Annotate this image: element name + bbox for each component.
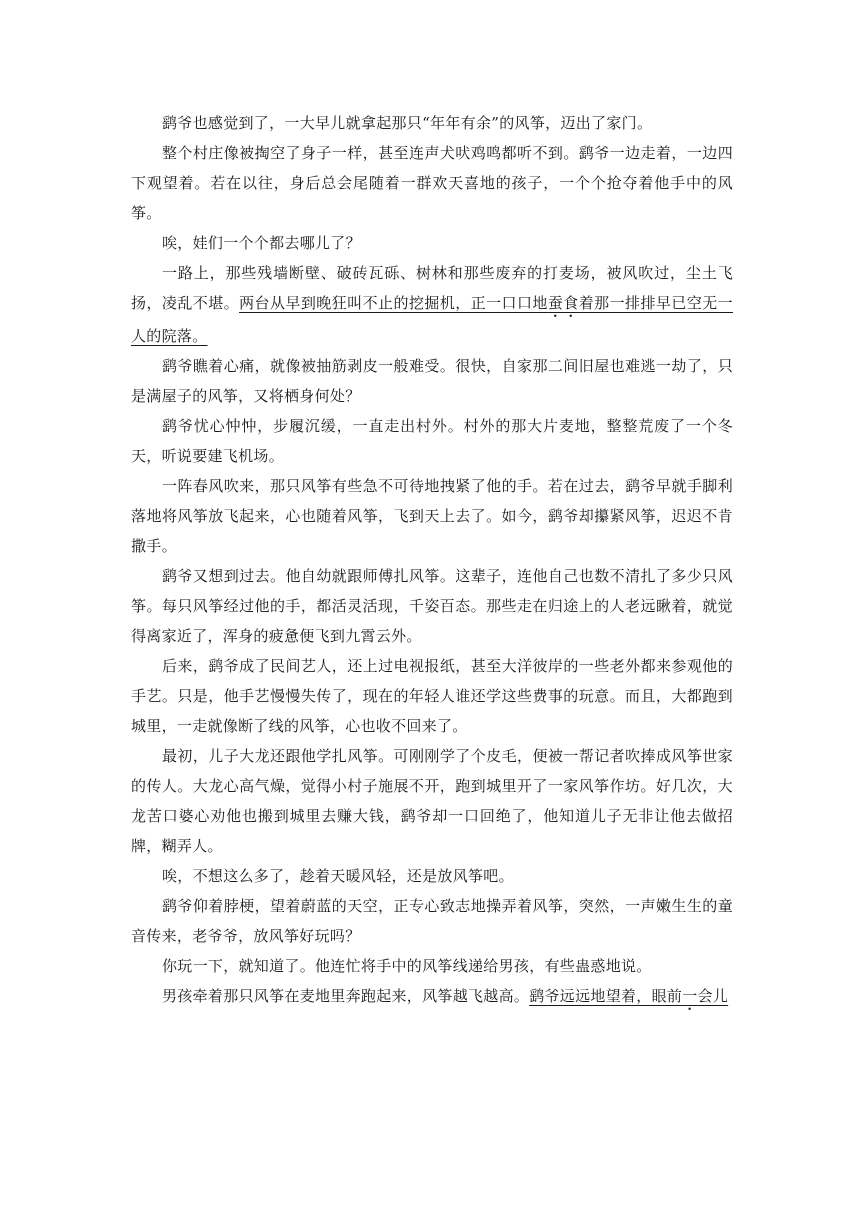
paragraph-6: 鹞爷忧心忡忡，步履沉缓，一直走出村外。村外的那大片麦地，整整荒废了一个冬天，听说要建飞机场。 xyxy=(131,417,733,465)
emphasized-word: 一 xyxy=(682,987,698,1005)
underlined-text-a: 两台从早到晚狂叫不止的挖掘机，正一口口地 xyxy=(239,294,548,312)
paragraph-1: 鹞爷也感觉到了，一大早儿就拿起那只“年年有余”的风筝，迈出了家门。 xyxy=(162,114,653,132)
paragraph-8: 鹞爷又想到过去。他自幼就跟师傅扎风筝。这辈子，连他自己也数不清扎了多少只风筝。每只风筝经过他的手，都活灵活现，千姿百态。那些走在归途上的人老远瞅着，就觉得离家近了，浑身的疲惫便飞到九霄云外。 xyxy=(131,567,733,645)
underlined-sentence xyxy=(529,987,728,1005)
paragraph-9: 后来，鹞爷成了民间艺人，还上过电视报纸，甚至大洋彼岸的一些老外都来参观他的手艺。只是，他手艺慢慢失传了，现在的年轻人谁还学这些费事的玩意。而且，大都跑到城里，一走就像断了线的风筝，心也收不回来了。 xyxy=(131,657,733,735)
paragraph-5: 鹞爷瞧着心痛，就像被抽筋剥皮一般难受。很快，自家那二间旧屋也难逃一劫了，只是满屋子的风筝，又将栖身何处？ xyxy=(131,357,733,405)
paragraph-10: 最初，儿子大龙还跟他学扎风筝。可刚刚学了个皮毛，便被一帮记者吹捧成风筝世家的传人。大龙心高气燥，觉得小村子施展不开，跑到城里开了一家风筝作坊。好几次，大龙苦口婆心劝他也搬到城里去赚大钱，鹞爷却一口回绝了，他知道儿子无非让他去做招牌，糊弄人。 xyxy=(131,747,733,855)
paragraph-7: 一阵春风吹来，那只风筝有些急不可待地拽紧了他的手。若在过去，鹞爷早就手脚利落地将风筝放飞起来，心也随着风筝，飞到天上去了。如今，鹞爷却攥紧风筝，迟迟不肯撒手。 xyxy=(131,477,733,555)
paragraph-4 xyxy=(131,258,733,351)
paragraph-12: 鹞爷仰着脖梗，望着蔚蓝的天空，正专心致志地操弄着风筝，突然，一声嫩生生的童音传来，老爷爷，放风筝好玩吗？ xyxy=(131,897,733,945)
paragraph-2: 整个村庄像被掏空了身子一样，甚至连声犬吠鸡鸣都听不到。鹞爷一边走着，一边四下观望着。若在以往，身后总会尾随着一群欢天喜地的孩子，一个个抢夺着他手中的风筝。 xyxy=(131,144,733,222)
paragraph-14 xyxy=(131,981,733,1014)
article-body xyxy=(131,108,733,1014)
paragraph-4-text: 一路上，那些残墙断壁、破砖瓦砾、树林和那些废弃的打麦场，被风吹过，尘土飞扬，凌乱不堪。 xyxy=(131,264,733,312)
emphasized-word: 蚕食 xyxy=(547,294,579,312)
underlined-text-b: 会儿 xyxy=(697,987,729,1005)
paragraph-14-text: 男孩牵着那只风筝在麦地里奔跑起来，风筝越飞越高。 xyxy=(162,987,530,1005)
underlined-text-b: 着那一排排早已空无一人的院落。 xyxy=(131,294,733,345)
underlined-text-a: 鹞爷远远地望着，眼前 xyxy=(529,987,683,1005)
paragraph-3: 唉，娃们一个个都去哪儿了？ xyxy=(162,234,361,252)
paragraph-11: 唉，不想这么多了，趁着天暖风轻，还是放风筝吧。 xyxy=(162,867,514,885)
paragraph-13: 你玩一下，就知道了。他连忙将手中的风筝线递给男孩，有些蛊惑地说。 xyxy=(162,957,652,975)
